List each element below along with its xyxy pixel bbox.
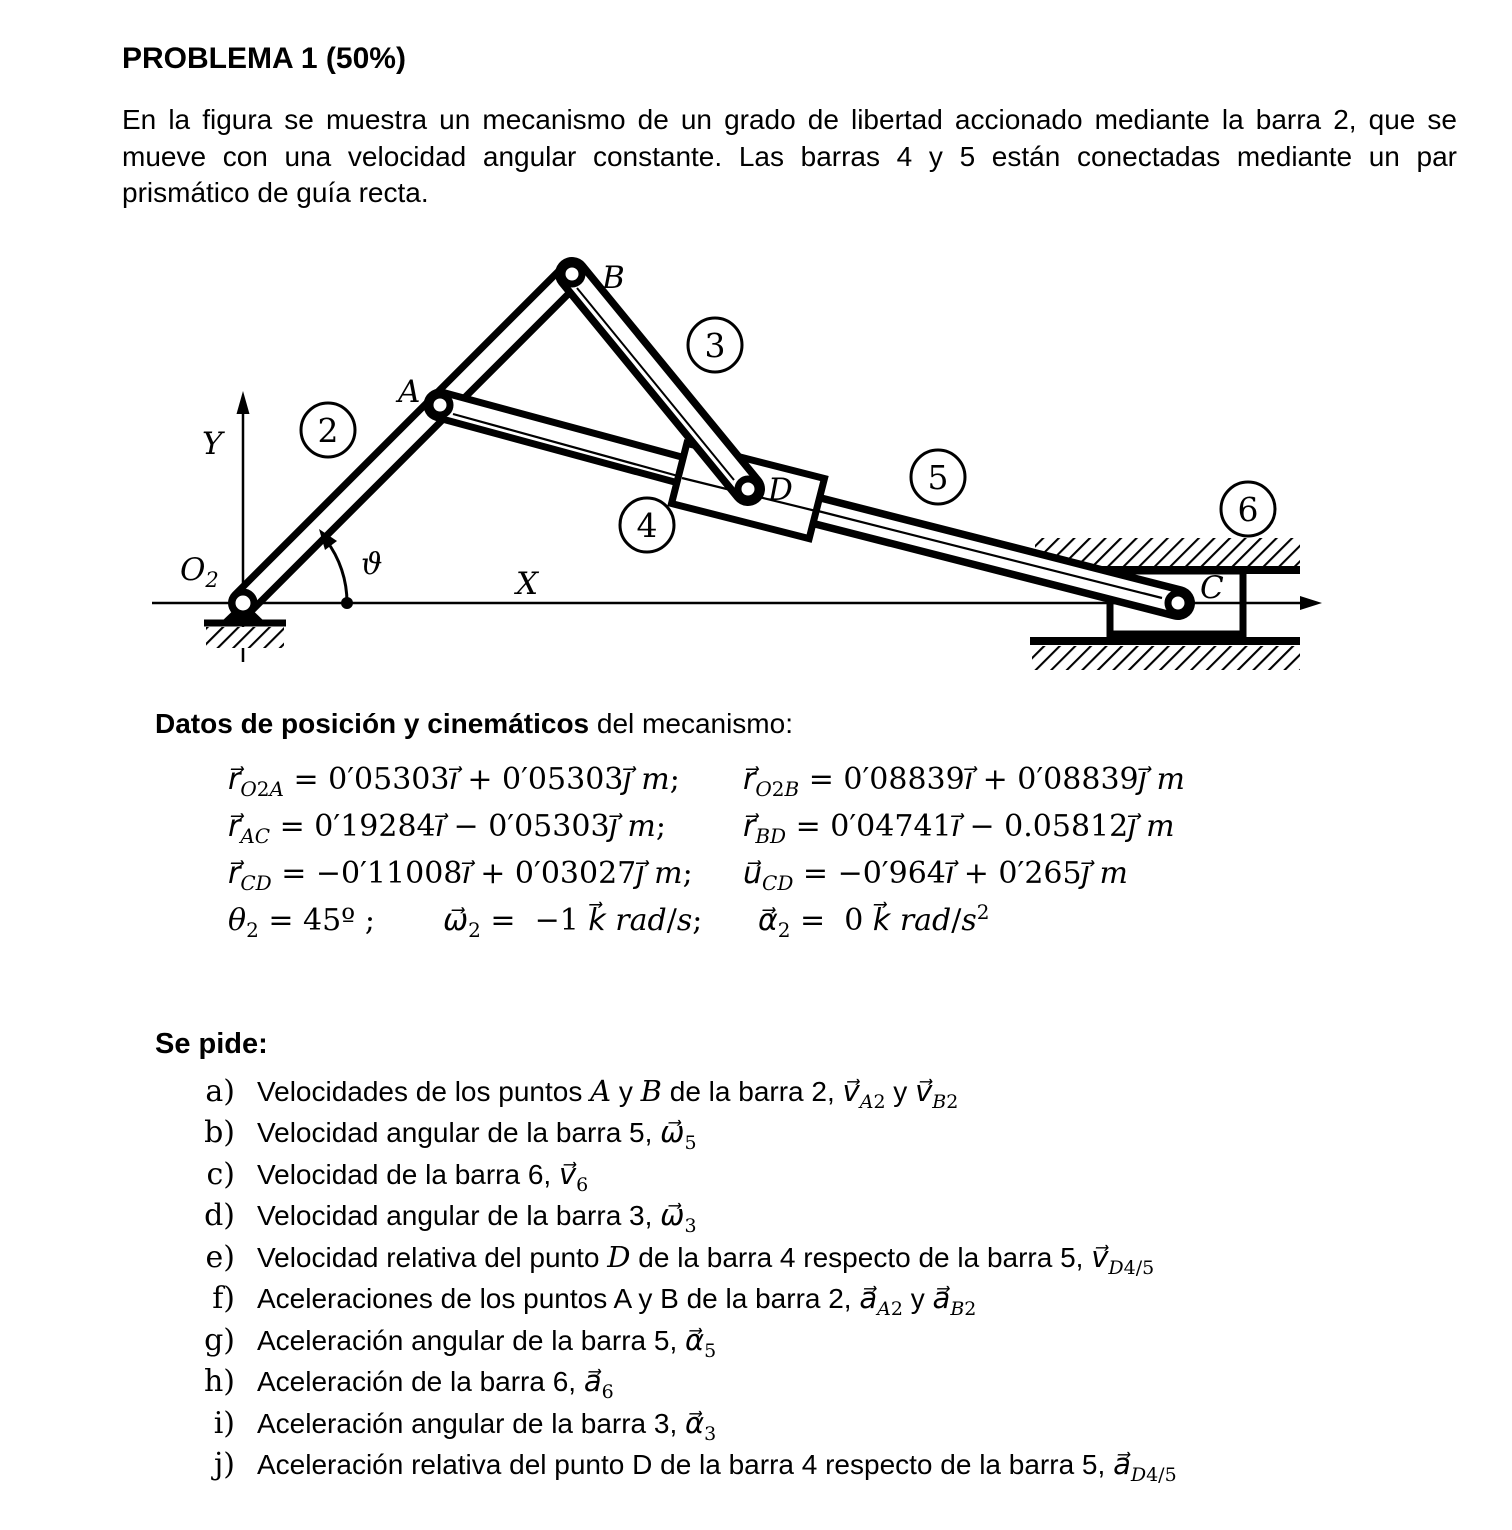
link-badge-3	[688, 318, 742, 372]
math-expression: A	[590, 1073, 612, 1108]
item-label: b)	[204, 1115, 235, 1150]
link-badge-6	[1221, 482, 1275, 536]
item-label: j)	[213, 1447, 235, 1482]
x-axis-arrow-icon	[1300, 596, 1322, 610]
item-label: e)	[205, 1239, 235, 1275]
ground-o2	[204, 623, 286, 648]
svg-text:2: 2	[317, 410, 339, 450]
item-label: f)	[212, 1281, 235, 1316]
math-expression: $a⃗_6$	[583, 1364, 614, 1403]
guide-rail-bottom	[1030, 641, 1300, 670]
pin-a	[430, 395, 450, 415]
equation: $\theta_2$ = 45º ;	[228, 902, 375, 942]
item-label: c)	[206, 1156, 235, 1192]
item-text: Aceleración angular de la barra 5, $\alpha⃗_5$	[257, 1322, 717, 1362]
svg-text:3: 3	[704, 325, 726, 365]
se-pide-item	[183, 1071, 1467, 1113]
math-expression: $\alpha⃗_3$	[685, 1405, 717, 1445]
equation: $u⃗_{CD}$ = −0′964ı⃗ + 0′265ȷ⃗ m	[743, 855, 1128, 895]
label-axis-x: X	[516, 565, 539, 602]
se-pide-item	[183, 1237, 1467, 1279]
item-label: g)	[204, 1322, 235, 1358]
item-text: Velocidades de los puntos A y B de la barra 2, $v⃗_{A2}$ y $v⃗_{B2}$	[257, 1073, 959, 1113]
math-expression: $a⃗_{A2}$	[859, 1281, 903, 1320]
se-pide-list	[183, 1071, 1467, 1486]
item-text: Aceleraciones de los puntos A y B de la barra 2, $a⃗_{A2}$ y $a⃗_{B2}$	[257, 1281, 977, 1320]
equation-row	[228, 756, 1467, 803]
math-expression: $v⃗_{D4/5}$	[1091, 1239, 1155, 1279]
page-title: PROBLEMA 1 (50%)	[122, 42, 406, 75]
item-text: Velocidad angular de la barra 3, $\omega⃗_3$	[257, 1198, 697, 1237]
label-point-b: B	[602, 259, 625, 296]
math-expression: $\omega⃗_5$	[660, 1115, 697, 1154]
item-text: Aceleración de la barra 6, $a⃗_6$	[257, 1364, 614, 1403]
se-pide-item	[183, 1278, 1467, 1320]
item-text: Velocidad angular de la barra 5, $\omega⃗_5$	[257, 1115, 697, 1154]
svg-text:4: 4	[636, 505, 658, 545]
item-label: h)	[203, 1364, 235, 1399]
label-angle-theta: ϑ	[361, 546, 383, 582]
se-pide-item	[183, 1112, 1467, 1154]
item-label: i)	[213, 1405, 235, 1441]
se-pide-item	[183, 1320, 1467, 1362]
math-expression: $a⃗_{B2}$	[932, 1281, 977, 1320]
item-text: Velocidad relativa del punto D de la barra 4 respecto de la barra 5, $v⃗_{D4/5}$	[257, 1239, 1155, 1279]
item-label: d)	[204, 1198, 235, 1233]
figure-container	[150, 232, 1467, 680]
math-expression: $\alpha⃗_5$	[685, 1322, 717, 1362]
pin-c	[1168, 593, 1188, 613]
math-expression: $v⃗_{B2}$	[915, 1073, 959, 1113]
item-text: Velocidad de la barra 6, $v⃗_6$	[257, 1156, 589, 1196]
item-label: a)	[205, 1073, 235, 1109]
datos-heading-bold: Datos de posición y cinemáticos	[155, 707, 590, 739]
se-pide-item	[183, 1154, 1467, 1196]
math-expression: $a⃗_{D4/5}$	[1113, 1447, 1177, 1486]
equation: $r⃗_{O2A}$ = 0′05303ı⃗ + 0′05303ȷ⃗ m;	[228, 761, 680, 801]
math-expression: $v⃗_6$	[558, 1156, 589, 1196]
se-pide-item	[183, 1195, 1467, 1237]
label-point-d: D	[768, 471, 793, 508]
datos-heading	[155, 708, 1467, 740]
se-pide-heading: Se pide:	[155, 1027, 268, 1060]
equation: $\omega⃗_2 = -1$ k⃗ rad/s;	[443, 902, 703, 942]
label-origin-o2: $O_2$	[180, 551, 219, 592]
svg-text:5: 5	[927, 457, 949, 497]
equation: $r⃗_{CD}$ = −0′11008ı⃗ + 0′03027ȷ⃗ m;	[228, 855, 693, 895]
equation-row	[228, 803, 1467, 850]
se-pide-item	[183, 1444, 1467, 1486]
math-expression: D	[607, 1239, 631, 1274]
equation: $r⃗_{AC}$ = 0′19284ı⃗ − 0′05303ȷ⃗ m;	[228, 808, 666, 848]
item-text: Aceleración angular de la barra 3, $\alpha⃗_3$	[257, 1405, 717, 1445]
equation-row	[228, 897, 1467, 944]
se-pide-item	[183, 1403, 1467, 1445]
se-pide-item	[183, 1361, 1467, 1403]
pin-d	[738, 479, 758, 499]
item-text: Aceleración relativa del punto D de la barra 4 respecto de la barra 5, $a⃗_{D4/5}$	[257, 1447, 1177, 1486]
equation: $\alpha⃗_2 = 0$ k⃗ rad/$s^2$	[758, 899, 990, 942]
angle-arc	[319, 529, 347, 603]
math-expression: $\omega⃗_3$	[660, 1198, 697, 1237]
equation: $r⃗_{BD}$ = 0′04741ı⃗ − 0.05812ȷ⃗ m	[743, 808, 1175, 848]
label-axis-y: Y	[202, 425, 223, 462]
datos-heading-rest: del mecanismo:	[589, 707, 793, 739]
pin-b	[562, 264, 582, 284]
equation-row	[228, 850, 1467, 897]
mechanism-figure	[150, 232, 1360, 680]
datos-equations	[228, 756, 1467, 944]
equation: $r⃗_{O2B}$ = 0′08839ı⃗ + 0′08839ȷ⃗ m	[743, 761, 1185, 801]
link-badge-5	[911, 450, 965, 504]
math-expression: $v⃗_{A2}$	[842, 1073, 886, 1113]
intro-paragraph: En la figura se muestra un mecanismo de un grado de libertad accionado mediante la barra 2, que se mueve con una velocidad angular constante. Las barras 4 y 5 están conectadas mediante un par prismático de guía recta.	[122, 104, 1457, 208]
link-badge-4	[620, 498, 674, 552]
y-axis-arrow-icon	[237, 391, 250, 414]
link-badge-2	[301, 403, 355, 457]
math-expression: B	[640, 1073, 662, 1108]
label-point-c: C	[1200, 569, 1224, 606]
label-point-a: A	[398, 373, 421, 410]
svg-text:6: 6	[1237, 489, 1259, 529]
